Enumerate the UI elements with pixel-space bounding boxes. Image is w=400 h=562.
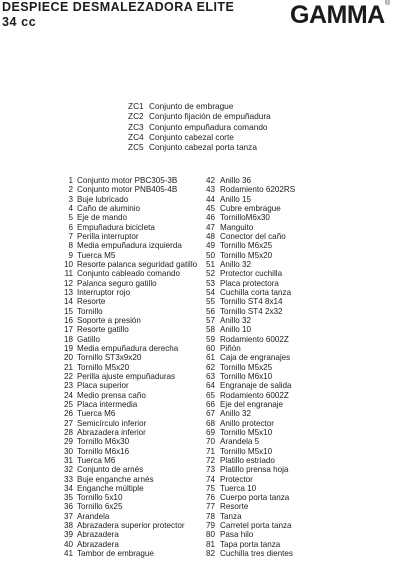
part-number: 57 [205,315,215,325]
part-number: 43 [205,185,215,195]
part-item [56,447,196,456]
part-number: 28 [63,427,73,437]
part-number: 41 [63,549,73,559]
part-item [201,409,351,418]
part-item [56,260,196,269]
part-item [56,335,196,344]
part-label: Conjunto cableado comando [77,269,181,279]
part-item [56,549,196,558]
part-number: 63 [205,371,215,381]
part-item [56,530,196,539]
part-item [56,223,196,232]
part-number: 25 [63,399,73,409]
part-item [201,241,351,250]
part-item [201,204,351,213]
part-number: 78 [205,511,215,521]
part-number: 47 [205,222,215,232]
part-number: 16 [63,315,73,325]
part-number: 61 [205,353,215,363]
part-label: Eje del engranaje [220,399,283,409]
part-item [56,493,196,502]
part-label: Platillo prensa hoja [220,465,289,475]
part-item [56,288,196,297]
part-label: Anillo protector [220,418,274,428]
part-number: 77 [205,502,215,512]
assembly-label: Conjunto cabezal porta tanza [149,142,257,153]
part-number: 30 [63,446,73,456]
gamma-logo [290,2,398,26]
part-label: Abrazadera [77,539,119,549]
part-number: 59 [205,334,215,344]
part-label: Tanza [220,511,242,521]
part-label: Resorte palanca seguridad gatillo [77,259,198,269]
part-number: 79 [205,521,215,531]
part-label: Tornillo [77,306,103,316]
part-item [201,353,351,362]
part-label: Anillo 32 [220,409,252,419]
part-item [201,185,351,194]
part-item [201,521,351,530]
assembly-label: Conjunto empuñadura comando [149,121,268,132]
part-item [56,437,196,446]
part-item [201,325,351,334]
part-number: 23 [63,381,73,391]
assembly-label: Conjunto de embrague [149,101,234,111]
part-number: 26 [63,409,73,419]
part-item [56,279,196,288]
part-item [56,185,196,194]
part-item [201,493,351,502]
part-number: 55 [205,297,215,307]
part-label: Tuerca M6 [77,409,116,419]
part-label: Tambor de embrague [77,549,154,559]
part-label: Perilla ajuste empuñaduras [77,371,176,381]
part-item [56,232,196,241]
assembly-label: Conjunto fijación de empuñadura [149,111,271,122]
part-item [201,176,351,185]
part-label: Empuñadura bicicleta [77,222,155,232]
document-title: DESPIECE DESMALEZADORA ELITE [2,0,235,14]
part-label: Tornillo M5x10 [220,427,273,437]
part-number: 62 [205,362,215,372]
part-label: TornilloM6x30 [220,213,270,223]
part-number: 33 [63,474,73,484]
part-label: Eje de mando [77,213,127,223]
part-item [56,241,196,250]
part-label: Tornillo ST4 8x14 [220,297,283,307]
part-number: 8 [68,241,73,251]
part-item [56,409,196,418]
parts-list-right [201,176,351,558]
part-label: Tornillo 6x25 [77,502,123,512]
part-item [56,419,196,428]
part-number: 67 [205,409,215,419]
part-label: Caño de aluminio [77,203,140,213]
part-number: 42 [205,176,215,185]
part-label: Protector cuchilla [220,269,283,279]
part-label: Gatillo [77,334,100,344]
part-item [201,502,351,511]
part-label: Conjunto motor PNB405-4B [77,185,178,195]
part-number: 45 [205,203,215,213]
part-item [201,288,351,297]
part-number: 34 [63,483,73,493]
part-label: Semicírculo inferior [77,418,147,428]
part-number: 80 [205,530,215,540]
part-label: Abrazadera superior protector [77,521,185,531]
part-item [56,344,196,353]
part-item [56,204,196,213]
part-item [201,530,351,539]
part-label: Tornillo M5x10 [220,446,273,456]
part-number: 32 [63,465,73,475]
part-label: Buje enganche arnés [77,474,154,484]
part-item [201,195,351,204]
part-number: 64 [205,381,215,391]
part-label: Tornillo M5x20 [77,362,130,372]
part-label: Cuchilla corta tanza [220,287,292,297]
part-item [56,176,196,185]
assembly-code: ZC3 [128,121,144,132]
part-item [201,428,351,437]
part-item [201,512,351,521]
part-number: 7 [68,231,73,241]
part-number: 35 [63,493,73,503]
part-label: Tapa porta tanza [220,539,281,549]
part-number: 2 [68,185,73,195]
part-number: 19 [63,343,73,353]
part-label: Anillo 32 [220,315,252,325]
part-number: 21 [63,362,73,372]
part-item [201,475,351,484]
part-number: 39 [63,530,73,540]
part-label: Piñón [220,343,241,353]
part-label: Arandela [77,511,110,521]
part-number: 56 [205,306,215,316]
part-number: 36 [63,502,73,512]
part-label: Tornillo M6x30 [77,437,130,447]
part-label: Rodamiento 6002Z [220,334,289,344]
part-number: 13 [63,287,73,297]
assembly-list [128,101,271,152]
part-number: 29 [63,437,73,447]
part-label: Rodamiento 6202RS [220,185,296,195]
part-number: 4 [68,203,73,213]
part-item [201,279,351,288]
part-label: Resorte [220,502,249,512]
part-item [201,251,351,260]
part-number: 14 [63,297,73,307]
part-label: Conjunto de arnés [77,465,144,475]
part-label: Platillo estriado [220,455,275,465]
part-number: 40 [63,539,73,549]
part-number: 11 [64,269,73,279]
part-number: 81 [205,539,215,549]
part-number: 58 [205,325,215,335]
part-number: 51 [205,259,215,269]
part-number: 65 [205,390,215,400]
part-number: 76 [205,493,215,503]
part-item [56,484,196,493]
assembly-item [128,111,271,121]
part-item [201,307,351,316]
assembly-code: ZC5 [128,142,144,153]
part-label: Tornillo M5x25 [220,362,273,372]
part-label: Resorte [77,297,106,307]
part-label: Medio prensa caño [77,390,146,400]
part-item [201,437,351,446]
assembly-item [128,101,271,111]
part-label: Caja de engranajes [220,353,291,363]
part-number: 5 [68,213,73,223]
part-item [56,195,196,204]
part-label: Media empuñadura derecha [77,343,179,353]
part-number: 24 [63,390,73,400]
part-label: Interruptor rojo [77,287,131,297]
part-number: 3 [68,194,73,204]
part-number: 60 [205,343,215,353]
part-number: 71 [205,446,215,456]
part-number: 31 [63,455,73,465]
part-label: Tuerca M5 [77,250,116,260]
part-label: Enganche múltiple [77,483,144,493]
part-label: Placa intermedia [77,399,138,409]
part-number: 10 [63,259,73,269]
part-number: 20 [63,353,73,363]
part-number: 66 [205,399,215,409]
assembly-code: ZC1 [128,101,144,111]
part-label: Conjunto motor PBC305-3B [77,176,178,185]
part-number: 82 [205,549,215,559]
part-label: Placa protectora [220,278,279,288]
part-item [56,465,196,474]
part-item [56,428,196,437]
part-item [56,456,196,465]
part-number: 22 [63,371,73,381]
part-label: Protector [220,474,253,484]
part-label: Palanca seguro gatillo [77,278,157,288]
part-item [201,232,351,241]
part-item [56,213,196,222]
part-item [56,325,196,334]
part-number: 53 [205,278,215,288]
part-label: Tornillo ST4 2x32 [220,306,283,316]
part-label: Arandela 5 [220,437,260,447]
part-label: Cuchilla tres dientes [220,549,293,559]
part-item [201,400,351,409]
part-label: Conector del caño [220,231,286,241]
part-number: 46 [205,213,215,223]
part-item [201,391,351,400]
part-label: Tornillo ST3x9x20 [77,353,142,363]
part-item [56,475,196,484]
part-number: 50 [205,250,215,260]
part-label: Rodamiento 6002Z [220,390,289,400]
part-label: Abrazadera [77,530,119,540]
part-number: 70 [205,437,215,447]
part-item [201,260,351,269]
part-label: Tornillo M6x16 [77,446,130,456]
part-number: 1 [68,176,73,185]
part-number: 68 [205,418,215,428]
part-number: 44 [205,194,215,204]
part-number: 75 [205,483,215,493]
part-item [201,549,351,558]
part-label: Tornillo M6x10 [220,371,273,381]
part-number: 54 [205,287,215,297]
part-number: 18 [63,334,73,344]
part-item [56,521,196,530]
registered-mark: ® [385,0,391,7]
part-item [56,381,196,390]
part-number: 49 [205,241,215,251]
part-label: Media empuñadura izquierda [77,241,182,251]
part-item [201,381,351,390]
part-number: 74 [205,474,215,484]
part-label: Abrazadera inferior [77,427,146,437]
part-item [201,335,351,344]
part-number: 69 [205,427,215,437]
part-label: Soporte a presión [77,315,141,325]
logo-text: GAMMA [290,2,385,26]
part-label: Buje lubricado [77,194,129,204]
part-number: 17 [63,325,73,335]
part-label: Anillo 10 [220,325,252,335]
part-item [56,391,196,400]
part-number: 48 [205,231,215,241]
part-item [56,269,196,278]
part-number: 38 [63,521,73,531]
part-item [201,316,351,325]
part-number: 12 [63,278,73,288]
part-item [56,316,196,325]
part-label: Anillo 36 [220,176,252,185]
assembly-label: Conjunto cabezal corte [149,131,234,142]
part-number: 15 [63,306,73,316]
part-item [201,269,351,278]
part-number: 6 [68,222,73,232]
part-item [56,540,196,549]
part-label: Placa superior [77,381,129,391]
part-label: Cubre embrague [220,203,281,213]
part-number: 9 [68,250,73,260]
part-item [201,540,351,549]
part-item [56,307,196,316]
assembly-item [128,122,271,132]
part-item [201,213,351,222]
document-subtitle: 34 cc [2,15,37,29]
part-label: Manguito [220,222,254,232]
part-item [56,251,196,260]
part-item [201,419,351,428]
assembly-item [128,142,271,152]
assembly-code: ZC4 [128,131,144,142]
part-item [56,502,196,511]
part-label: Perilla interruptor [77,231,139,241]
part-item [201,456,351,465]
part-label: Anillo 15 [220,194,252,204]
part-label: Tornillo M5x20 [220,250,273,260]
parts-list-left [56,176,196,558]
part-label: Anillo 32 [220,259,252,269]
part-label: Resorte gatillo [77,325,129,335]
part-item [201,484,351,493]
part-item [56,372,196,381]
part-number: 72 [205,455,215,465]
part-item [201,344,351,353]
part-label: Tuerca 10 [220,483,257,493]
part-item [56,512,196,521]
assembly-item [128,132,271,142]
part-item [201,465,351,474]
assembly-code: ZC2 [128,111,144,122]
part-item [201,372,351,381]
part-item [56,297,196,306]
part-label: Tornillo 5x10 [77,493,123,503]
part-label: Tornillo M6x25 [220,241,273,251]
part-item [201,363,351,372]
part-item [56,400,196,409]
part-number: 37 [63,511,73,521]
part-number: 73 [205,465,215,475]
part-label: Engranaje de salida [220,381,292,391]
part-item [201,297,351,306]
part-label: Tuerca M6 [77,455,116,465]
part-label: Cuerpo porta tanza [220,493,290,503]
part-item [201,223,351,232]
part-number: 27 [63,418,73,428]
part-item [56,363,196,372]
part-item [201,447,351,456]
part-item [56,353,196,362]
part-label: Carretel porta tanza [220,521,292,531]
part-label: Pasa hilo [220,530,254,540]
part-number: 52 [205,269,215,279]
